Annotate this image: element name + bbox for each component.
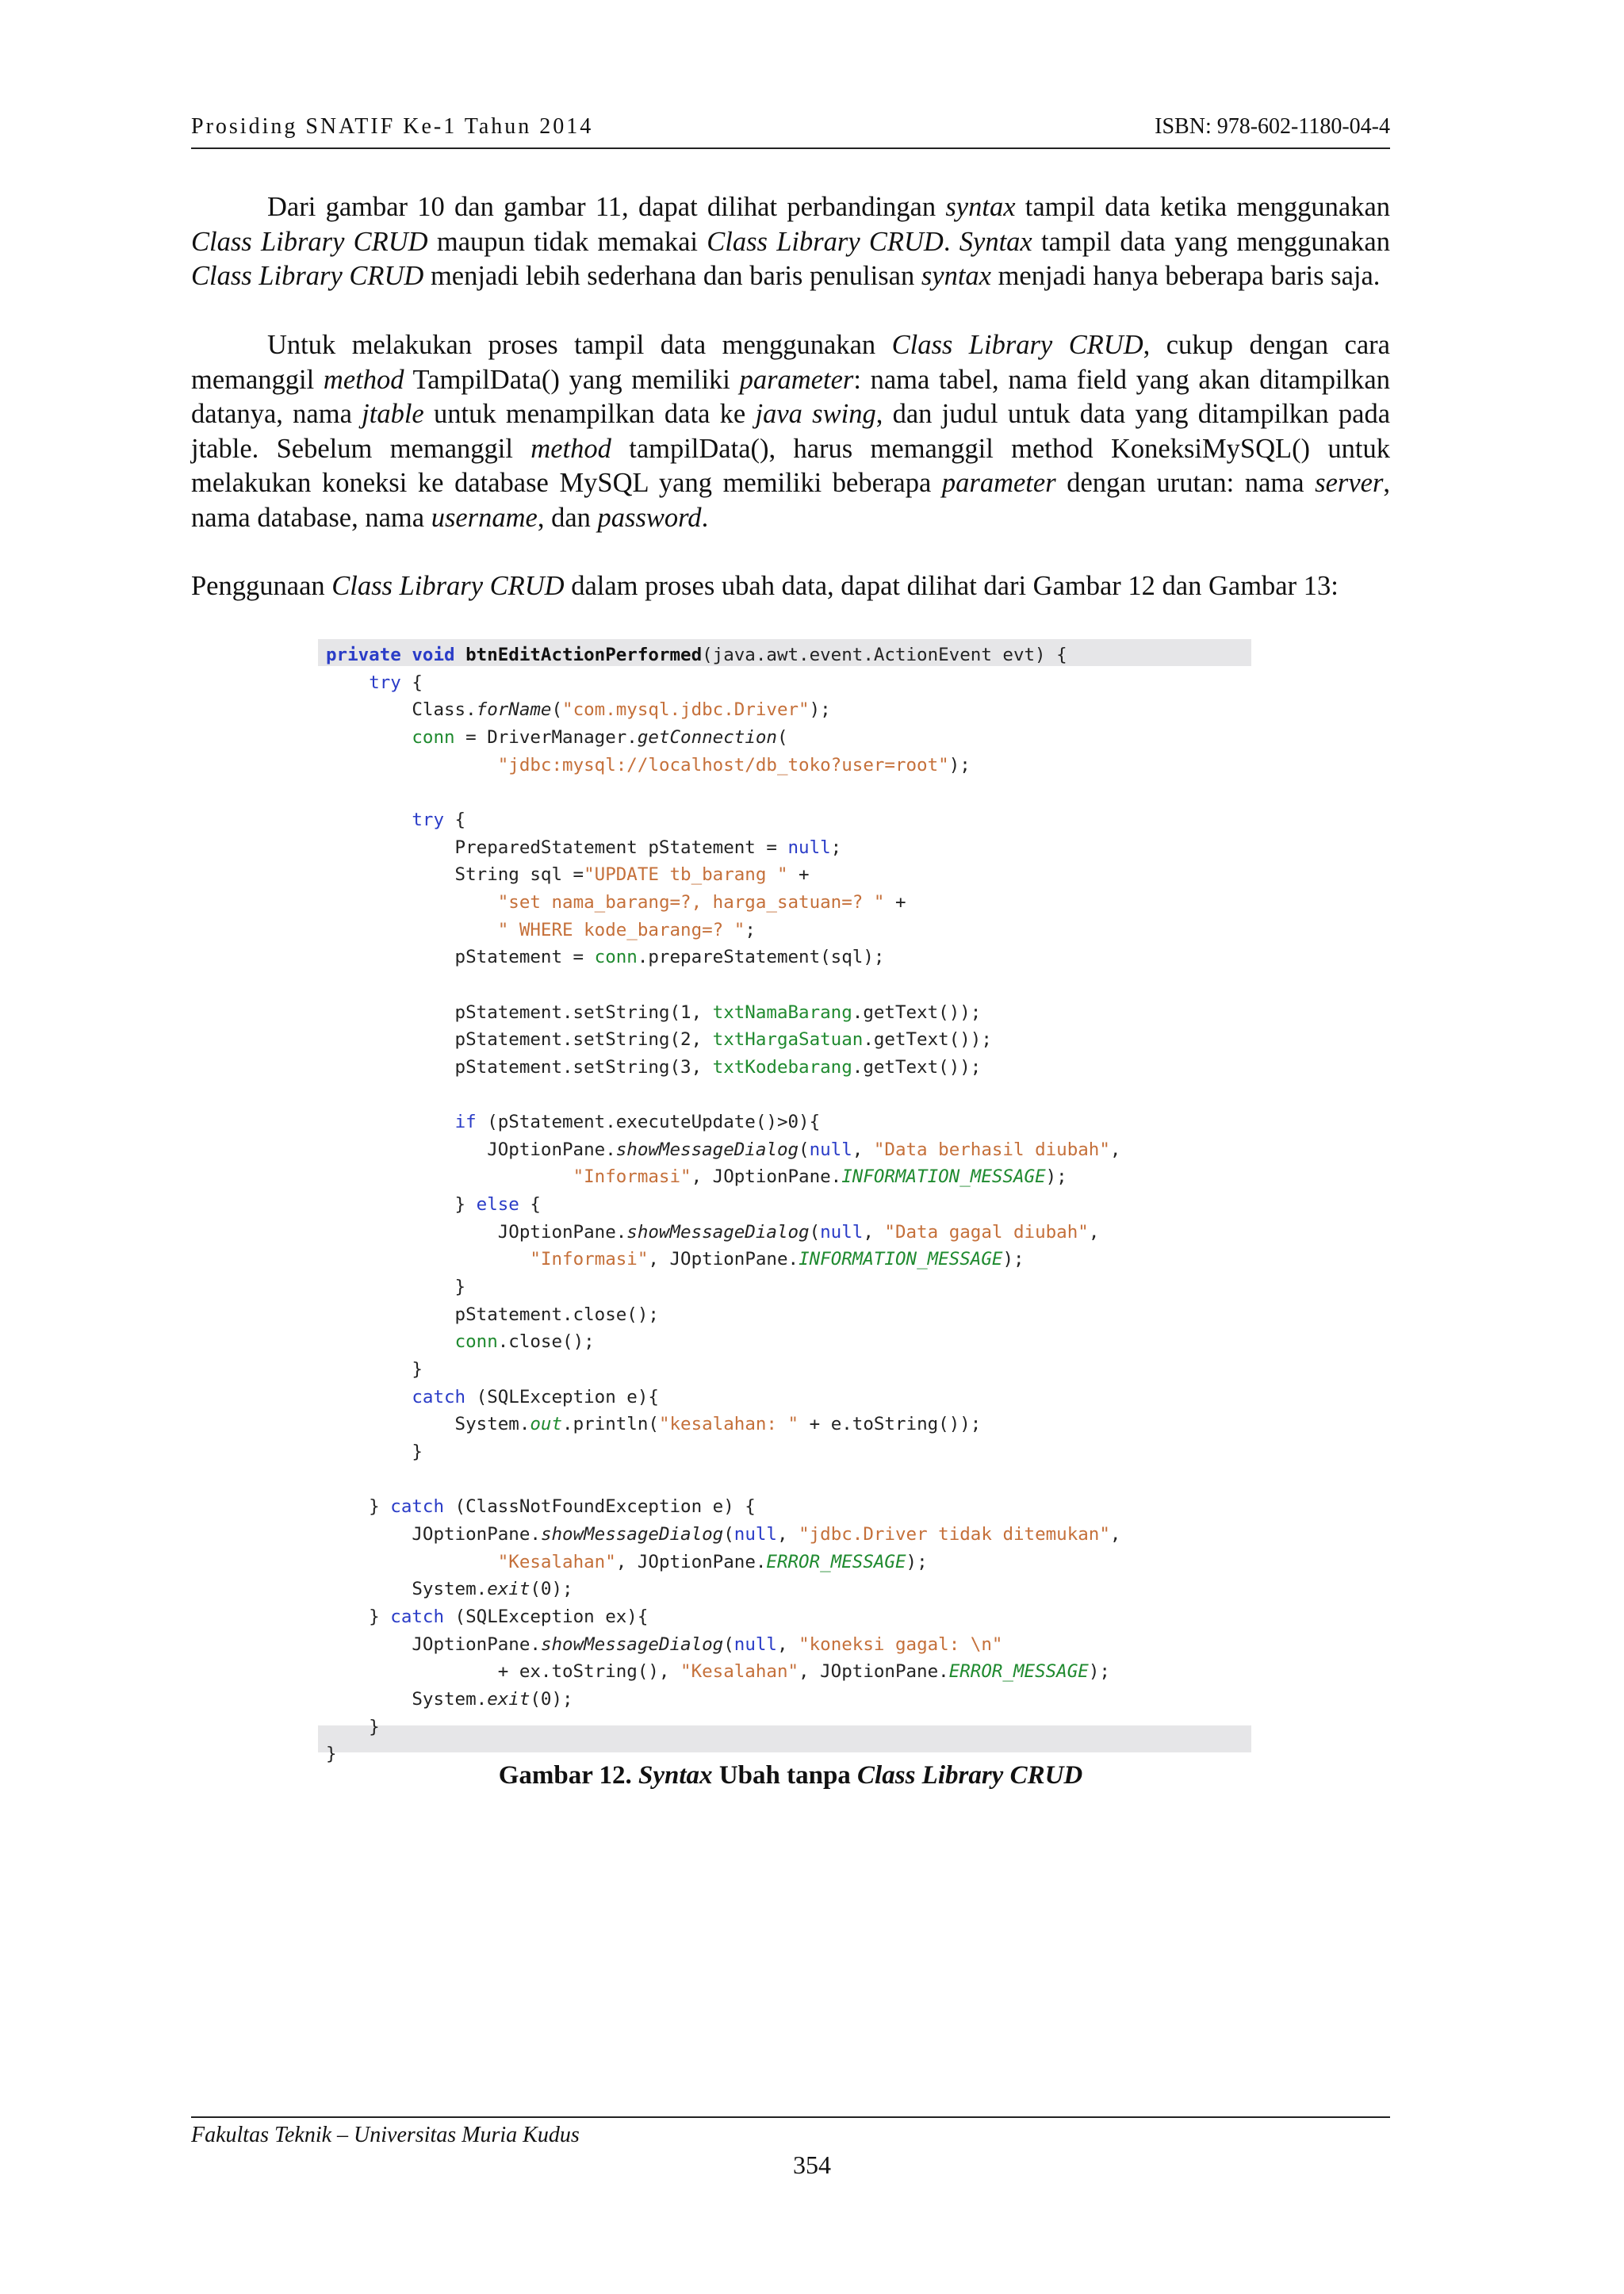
page-header <box>191 114 1390 149</box>
italic-term: method <box>530 433 611 464</box>
code-token: forName <box>476 699 552 721</box>
text-run: untuk menampilkan data ke <box>423 399 756 429</box>
code-token: null <box>787 837 831 858</box>
code-token: "jdbc.Driver tidak ditemukan" <box>799 1524 1110 1545</box>
code-token: } <box>326 1194 477 1216</box>
code-token: + <box>884 891 906 913</box>
code-token: catch <box>390 1606 445 1627</box>
code-token: pStatement.setString(2, <box>326 1029 713 1051</box>
code-token: ( <box>723 1524 734 1545</box>
paragraph-text <box>191 190 1390 294</box>
code-token <box>326 1552 498 1572</box>
code-line <box>326 1603 1120 1631</box>
code-line <box>326 779 1120 806</box>
code-token: , <box>863 1221 885 1243</box>
text-run: menjadi lebih sederhana dan baris penulisan <box>423 261 921 291</box>
code-line <box>326 1246 1120 1273</box>
code-token: System. <box>326 1414 530 1435</box>
code-token: } <box>326 1442 423 1463</box>
code-token: JOptionPane. <box>326 1633 541 1655</box>
code-token: showMessageDialog <box>626 1221 810 1243</box>
code-line <box>326 1026 1120 1054</box>
code-token: } <box>326 1716 380 1737</box>
code-token: + e.toString()); <box>799 1414 982 1435</box>
code-line <box>326 1384 1120 1411</box>
code-token <box>326 1112 455 1132</box>
code-figure <box>318 639 1251 1765</box>
text-run: dengan urutan: nama <box>1055 468 1316 498</box>
caption-library: Class Library CRUD <box>857 1761 1083 1790</box>
code-token <box>326 892 498 913</box>
code-token: .getText()); <box>852 1056 982 1078</box>
caption-syntax: Syntax <box>638 1761 713 1790</box>
code-token: , JOptionPane. <box>691 1166 842 1188</box>
code-token: (0); <box>530 1688 573 1710</box>
code-token: ); <box>948 754 971 776</box>
code-token: ERROR_MESSAGE <box>948 1661 1089 1683</box>
code-line <box>326 1163 1120 1191</box>
code-token: catch <box>390 1496 445 1518</box>
code-token: (ClassNotFoundException e) { <box>444 1496 756 1518</box>
code-token: null <box>809 1139 852 1160</box>
code-line <box>326 696 1120 724</box>
code-token: JOptionPane. <box>326 1139 616 1160</box>
code-token: = DriverManager. <box>454 726 638 748</box>
code-line <box>326 944 1120 971</box>
code-token: if <box>454 1112 477 1133</box>
italic-term: parameter <box>739 364 854 395</box>
code-token: JOptionPane. <box>326 1221 627 1243</box>
code-token: } <box>326 1277 466 1298</box>
code-token: } <box>326 1359 423 1381</box>
code-token: , JOptionPane. <box>615 1551 767 1572</box>
footer-rule <box>191 2116 1390 2118</box>
code-token: ( <box>799 1139 810 1160</box>
text-run: tampilData(), harus memanggil method KoneksiMySQL() untuk melakukan koneksi ke database MySQL yang memiliki beberapa <box>191 433 1390 498</box>
code-token: null <box>820 1221 864 1243</box>
code-token <box>326 1166 573 1187</box>
code-token <box>326 755 498 776</box>
text-run: . <box>701 502 709 533</box>
code-token: showMessageDialog <box>615 1139 799 1160</box>
code-token: JOptionPane. <box>326 1524 541 1545</box>
code-token: try <box>369 672 401 693</box>
code-token: (java.awt.event.ActionEvent evt) { <box>702 645 1067 665</box>
paragraph-text <box>191 328 1390 535</box>
code-token: ( <box>723 1633 734 1655</box>
code-token: showMessageDialog <box>540 1633 724 1655</box>
text-run: : nama tabel, nama field yang akan ditampilkan datanya, nama <box>191 364 1390 429</box>
code-token: ; <box>745 919 756 940</box>
code-token: ); <box>809 699 831 721</box>
code-token: ); <box>906 1551 928 1572</box>
code-token: txtHargaSatuan <box>712 1029 864 1051</box>
italic-term: parameter <box>941 468 1056 498</box>
code-line <box>326 917 1120 944</box>
code-token: } <box>326 1744 337 1765</box>
code-token: } <box>326 1606 391 1627</box>
code-token: .close(); <box>497 1331 595 1353</box>
code-token: , <box>852 1139 874 1160</box>
code-token: , <box>1109 1139 1121 1160</box>
code-token: "UPDATE tb_barang " <box>584 864 788 886</box>
code-line <box>326 1054 1120 1082</box>
code-token: { <box>400 672 423 693</box>
code-token: , <box>776 1633 799 1655</box>
code-token: "Informasi" <box>530 1249 649 1270</box>
text-run: . <box>943 226 959 257</box>
code-line <box>326 1466 1120 1494</box>
code-line <box>326 861 1120 889</box>
code-token: INFORMATION_MESSAGE <box>841 1166 1046 1188</box>
code-token: ); <box>1045 1166 1067 1188</box>
code-line <box>326 1356 1120 1384</box>
code-line <box>326 1631 1120 1659</box>
code-token: .getText()); <box>863 1029 992 1051</box>
code-token: Class. <box>326 699 477 721</box>
code-token: pStatement.close(); <box>326 1304 659 1325</box>
code-token <box>326 672 369 693</box>
code-token: .prepareStatement(sql); <box>637 947 885 968</box>
code-token: null <box>733 1524 777 1545</box>
code-token: conn <box>412 726 455 748</box>
code-token: "jdbc:mysql://localhost/db_toko?user=root" <box>497 754 949 776</box>
text-run: Dari gambar 10 dan gambar 11, dapat dilihat perbandingan <box>267 192 946 222</box>
text-run: , cukup dengan cara memanggil <box>191 330 1390 395</box>
code-token: catch <box>412 1386 466 1407</box>
code-line <box>326 1549 1120 1576</box>
proceedings-title: Prosiding SNATIF Ke-1 Tahun 2014 <box>191 114 594 139</box>
italic-term: Class Library CRUD <box>331 571 565 601</box>
paragraph-text <box>191 569 1390 604</box>
code-token: showMessageDialog <box>540 1524 724 1545</box>
code-line <box>326 806 1120 834</box>
code-line <box>326 1438 1120 1466</box>
code-line <box>326 1301 1120 1329</box>
code-token: (SQLException e){ <box>465 1386 659 1407</box>
code-line <box>326 1136 1120 1164</box>
code-token: pStatement.setString(1, <box>326 1001 713 1023</box>
text-run: dalam proses ubah data, dapat dilihat dari Gambar 12 dan Gambar 13: <box>564 571 1339 601</box>
code-token: , <box>776 1524 799 1545</box>
code-line <box>326 889 1120 917</box>
code-token: PreparedStatement pStatement = <box>326 837 788 858</box>
code-line <box>326 752 1120 779</box>
code-token: exit <box>487 1688 530 1710</box>
code-token: (0); <box>530 1579 573 1600</box>
code-token: , <box>1109 1524 1121 1545</box>
page-number: 354 <box>793 2150 831 2179</box>
code-token <box>326 727 412 748</box>
body-paragraph-2 <box>191 328 1390 535</box>
code-token: ; <box>830 837 842 858</box>
code-line <box>326 641 1120 669</box>
italic-term: Class Library CRUD <box>891 330 1143 360</box>
code-token: pStatement.setString(3, <box>326 1056 713 1078</box>
code-token: pStatement = <box>326 947 595 968</box>
italic-term: jtable <box>362 399 424 429</box>
code-token: INFORMATION_MESSAGE <box>799 1249 1003 1270</box>
code-token: "Informasi" <box>573 1166 691 1188</box>
code-line <box>326 1219 1120 1247</box>
code-line <box>326 669 1120 697</box>
body-paragraph-3 <box>191 569 1390 604</box>
code-token: "Data berhasil diubah" <box>873 1139 1110 1160</box>
code-line <box>326 1082 1120 1109</box>
text-run: tampil data ketika menggunakan <box>1015 192 1391 222</box>
code-token: private void <box>326 645 466 665</box>
code-token: + ex.toString(), <box>326 1661 681 1683</box>
code-token: , JOptionPane. <box>648 1249 799 1270</box>
code-line <box>326 1686 1120 1714</box>
code-token: } <box>326 1496 391 1518</box>
italic-term: password <box>597 502 702 533</box>
code-listing <box>326 641 1120 1768</box>
code-line <box>326 834 1120 862</box>
code-token: System. <box>326 1579 488 1600</box>
code-line <box>326 1714 1120 1741</box>
italic-term: server <box>1315 468 1384 498</box>
text-run: , nama database, nama <box>191 468 1390 533</box>
code-token: txtNamaBarang <box>712 1001 852 1023</box>
code-token: ( <box>551 699 563 721</box>
code-token: ERROR_MESSAGE <box>766 1551 906 1572</box>
code-token: btnEditActionPerformed <box>465 645 703 665</box>
code-token: conn <box>454 1331 498 1353</box>
code-line <box>326 1576 1120 1603</box>
code-token: " WHERE kode_barang=? " <box>497 919 745 940</box>
code-token: System. <box>326 1688 488 1710</box>
code-token: "Kesalahan" <box>680 1661 799 1683</box>
code-token: txtKodebarang <box>712 1056 852 1078</box>
code-token: "kesalahan: " <box>658 1414 799 1435</box>
figure-caption <box>191 1761 1390 1790</box>
code-token <box>326 1249 530 1270</box>
text-run: Penggunaan <box>191 571 332 601</box>
code-token: "Data gagal diubah" <box>884 1221 1089 1243</box>
code-line <box>326 999 1120 1027</box>
code-token: { <box>444 809 466 830</box>
italic-term: username <box>431 502 538 533</box>
code-line <box>326 724 1120 752</box>
code-token: null <box>733 1633 777 1655</box>
italic-term: Syntax <box>959 226 1032 257</box>
code-token: .getText()); <box>852 1001 982 1023</box>
code-line <box>326 1411 1120 1438</box>
italic-term: method <box>323 364 404 395</box>
footer-institution: Fakultas Teknik – Universitas Muria Kudus <box>191 2123 580 2147</box>
code-token: getConnection <box>637 726 777 748</box>
text-run: Untuk melakukan proses tampil data menggunakan <box>267 330 892 360</box>
code-token: out <box>530 1414 563 1435</box>
code-token: "koneksi gagal: \n" <box>799 1633 1003 1655</box>
body-paragraph-1 <box>191 190 1390 294</box>
code-token <box>326 1387 412 1407</box>
code-token: "com.mysql.jdbc.Driver" <box>562 699 810 721</box>
code-line <box>326 1658 1120 1686</box>
code-token: { <box>519 1194 541 1216</box>
italic-term: Class Library CRUD <box>191 226 428 257</box>
text-run: maupun tidak memakai <box>427 226 707 257</box>
code-token: else <box>476 1194 519 1216</box>
text-run: tampil data yang menggunakan <box>1032 226 1390 257</box>
italic-term: Class Library CRUD <box>191 261 424 291</box>
isbn: ISBN: 978-602-1180-04-4 <box>1155 114 1390 139</box>
code-token: String sql = <box>326 864 584 886</box>
code-token: (SQLException ex){ <box>444 1606 649 1627</box>
italic-term: syntax <box>921 261 991 291</box>
code-token: ( <box>809 1221 821 1243</box>
code-token: , <box>1088 1221 1100 1243</box>
code-token: (pStatement.executeUpdate()>0){ <box>476 1112 821 1133</box>
caption-label: Gambar 12. <box>498 1761 639 1790</box>
code-token: + <box>787 864 810 886</box>
code-token: ); <box>1088 1661 1110 1683</box>
code-token: conn <box>594 947 638 968</box>
code-token <box>326 1331 455 1352</box>
code-token: .println( <box>562 1414 659 1435</box>
text-run: , dan judul untuk data yang ditampilkan pada jtable. Sebelum memanggil <box>191 399 1391 464</box>
code-line <box>326 971 1120 999</box>
code-line <box>326 1109 1120 1136</box>
code-line <box>326 1521 1120 1549</box>
code-token: "Kesalahan" <box>497 1551 616 1572</box>
italic-term: syntax <box>945 192 1016 222</box>
text-run: , dan <box>537 502 598 533</box>
code-line <box>326 1493 1120 1521</box>
code-token: exit <box>487 1579 530 1600</box>
code-token: "set nama_barang=?, harga_satuan=? " <box>497 891 885 913</box>
text-run: TampilData() yang memiliki <box>404 364 740 395</box>
code-line <box>326 1328 1120 1356</box>
code-token: ( <box>776 726 788 748</box>
code-token: ); <box>1002 1249 1025 1270</box>
text-run: menjadi hanya beberapa baris saja. <box>990 261 1381 291</box>
code-line <box>326 1273 1120 1301</box>
italic-term: java swing <box>755 399 876 429</box>
code-line <box>326 1191 1120 1219</box>
italic-term: Class Library CRUD <box>707 226 944 257</box>
caption-middle: Ubah tanpa <box>712 1761 858 1790</box>
code-token: try <box>412 809 445 830</box>
code-token: , JOptionPane. <box>799 1661 949 1683</box>
code-token <box>326 920 498 940</box>
code-token <box>326 810 412 830</box>
